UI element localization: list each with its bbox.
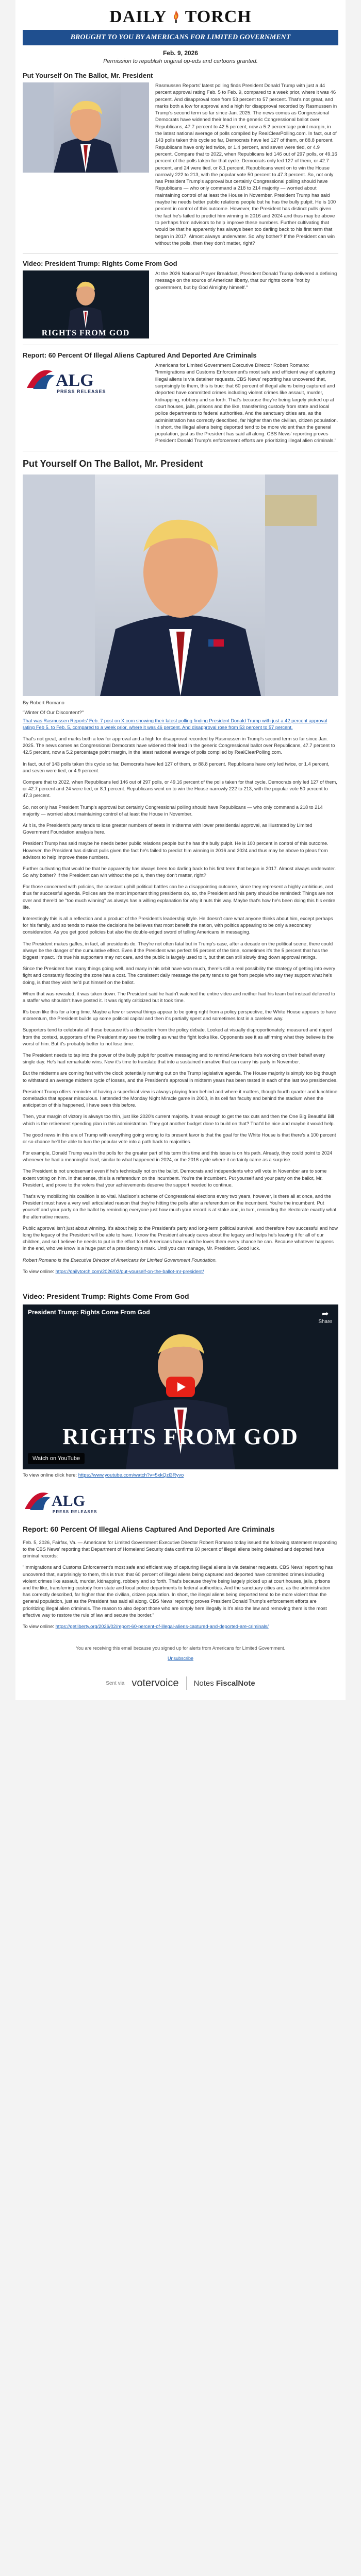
item-title-ballot[interactable]: Put Yourself On The Ballot, Mr. President <box>23 72 153 79</box>
report-view-online-link[interactable]: https://getliberty.org/2026/02/report-60-percent-of-illegal-aliens-captured-and-deported-are-criminals/ <box>55 1623 269 1629</box>
article-title[interactable]: Put Yourself On The Ballot, Mr. President <box>23 458 203 469</box>
youtube-player[interactable] <box>23 1304 338 1469</box>
video-thumbnail[interactable] <box>23 270 149 338</box>
article-paragraph: Further cultivating that would be that he apparently has always been too darling back to his first term that began in 2017. Almost always underwater. So why bother? If the President can win without the polls, then they don't matter, right? <box>23 866 336 878</box>
article-view-online-link[interactable]: https://dailytorch.com/2026/02/put-yourself-on-the-ballot-mr-president/ <box>55 1268 204 1274</box>
votervoice-logo[interactable] <box>132 1677 178 1689</box>
share-label: Share <box>318 1318 332 1325</box>
video-player-title[interactable]: President Trump: Rights Come From God <box>28 1308 150 1316</box>
hero-photo <box>23 474 338 696</box>
watch-on-youtube-button[interactable]: Watch on YouTube <box>28 1453 85 1464</box>
logo-right: TORCH <box>185 7 252 26</box>
report-paragraph: Feb. 5, 2026, Fairfax, Va. — Americans for Limited Government Executive Director Robert Romano today issued the following statement responding to the CBS News' reporting that Department of Homeland Security data confirms 60 percent of illegal aliens being detained and deported have criminal records: <box>23 1539 337 1559</box>
article-paragraph: In fact, out of 143 polls taken this cycle so far, Democrats have led 127 of them, or 88.8 percent. Republicans have only led twice, or 1.4 percent, and seven were tied, or 4.9 percent. <box>23 761 330 773</box>
thumbnail-overlay-text: RIGHTS FROM GOD <box>41 329 130 338</box>
article-paragraph: That's why mobilizing his coalition is so vital. Madison's scheme of Congressional elections every two years, however, is there all at once, and the President must have a very well articulated reason that they're hitting the polls after a referendum on the incumbent. You're the incumbent. Put yourself and your party on the ballot by reminding everyone just how much your record is at stake and, in turn, reminding the electorate exactly what the alternative means. <box>23 1194 337 1219</box>
article-hero-image <box>23 474 338 696</box>
alg-press-releases-logo[interactable] <box>23 362 149 398</box>
article-link[interactable]: That was Rasmussen Reports' Feb. 7 post on X.com showing their latest polling finding President Donald Trump with just a 42 percent approval rating Feb 5. to Feb. 5, compared to a week prior, where it was 46 percent. And disapproval rose from 53 percent to 57 percent. <box>23 718 327 730</box>
share-icon: ➦ <box>321 1309 329 1318</box>
article-paragraph: The President is not unobservant even if he's technically not on the ballot. Democrats and independents who will vote in November are to some extent voting on him. In that sense, this is a referendum on the incumbent. You're the incumbent. Put yourself and your party on the ballot, Mr. President, and prove to the voters that your achievements deserve the support needed to continue. <box>23 1168 327 1188</box>
article-paragraph: Since the President has many things going well, and many in his orbit have won much, there's still a real possibility the strategy of getting into every fight and constantly flooding the zone has a cost. The consistent daily message the party tends to get from people who say they support what he's doing, is that they wish he'd put himself on the ballot. <box>23 966 335 985</box>
video-thumbnail-image <box>23 270 149 338</box>
report-paragraph: "Immigrations and Customs Enforcement's most safe and efficient way of capturing illegal aliens is via detainer requests. CBS News' reporting has uncovered that, surprisingly to them, this is true: that 60 percent of illegal aliens being captured and deported have committed crimes including violent crimes like assault, murder, kidnapping, robbery and so forth. That's because they're being largely picked up at court houses, jails, prisons and the like, transferring custody from state and local police departments to federal authorities. And the sanctuary cities are, as the administration has correctly described, far higher than the civilian, citizen population. In short, the illegal aliens being deported tend to be more violent than the general population, just as the President has said all along. CBS News' reporting proves President Donald Trump's enforcement efforts are prioritizing illegal alien criminals. The reason to also deport those who are simply here illegally is it's also the law and removing them is the most effective way to restore the rule of law and secure the border." <box>23 1565 333 1618</box>
play-button-icon[interactable] <box>166 1377 195 1397</box>
item-blurb-ballot: Rasmussen Reports' latest polling finds President Donald Trump with just a 44 percent approval rating Feb. 5 to Feb. 9, compared to a week prior, where it was 46 percent. And disapproval rose from 53 percent to 57 percent. That's not great, and marks both a low for approval and a high for disapproval recorded by Rasmussen in Trump's second term so far since Jan. 2025. The news comes as Congressional Democrats have widened their lead in the generic Congressional ballot over Republicans, 47.7 percent to 42.5 percent, now a 5.2 percentage point margin, in the latest national average of polls compiled by RealClearPolling.com. In fact, out of 143 polls taken this cycle so far, Democrats have led 127 of them, or 88.8 percent. Republicans have only led twice, or 1.4 percent, and seven were tied, or 4.9 percent. Compare that to 2022, when Republicans led 146 out of 297 polls, or 49.16 percent of the polls taken for that cycle. Democrats only led 127 of them, or 42.7 percent, and 24 were tied, or 8.1 percent. Republicans went on to win the House narrowly 222 to 213, with the popular vote 50 percent to 47.3 percent. So, not only has President Trump's approval but certainly Congressional polling should have Republicans — who only command a 218 to 214 majority — worried about maintaining control of at least the House in November. President Trump has said maybe he needs better public relations people but he has the bully pulpit. He is 100 percent in control of this outcome. However, the President has distinct pulls given the fact he's failed to predict him winning in 2016 and 2024 and thus may be above to perhaps from advisors to help improve these numbers. Further cultivating that would be that he apparently has always been too darling back to his first term that began in 2017. Almost always underwater. So why bother? If the President can win without the polls, then they don't matter, right? <box>155 83 337 246</box>
torch-flame-icon <box>171 10 180 23</box>
alg-press-releases-logo-large <box>23 1486 126 1517</box>
article-view-online <box>23 1268 338 1275</box>
email-body <box>15 0 346 1700</box>
tagline-banner: BROUGHT TO YOU BY AMERICANS FOR LIMITED GOVERNMENT <box>23 30 338 45</box>
notes-part-b: FiscalNote <box>216 1679 255 1688</box>
article-paragraph: When that was revealed, it was taken down. The President said he hadn't watched the entire video and neither had his team but instead deferred to a staffer who shouldn't have posted it. It was rightly criticized but it took time. <box>23 991 335 1003</box>
article-paragraph: At it is, the President's party tends to lose greater numbers of seats in midterms with lower presidential approval, as illustrated by Limited Government Foundation analysis here. <box>23 822 313 835</box>
article-paragraph: For those concerned with policies, the constant uphill political battles can be a disappointing outcome, since they represent a highly ambitious, and thus far successful agenda. Polices are the most important thing presidents do, so, the President and his party should be reminded: Things are not over and there'd be "too much winning" as always has a willing explanation for why it nuts this way. Maybe that's how he's been doing this his entire life. <box>23 884 336 910</box>
article-paragraph: But the midterms are coming fast with the clock potentially running out on the Trump legislative agenda. The House majority is simply too big though to withstand an average midterm cycle of losses, and the President's approval in midterm years has been tested in each of the last two presidencies. <box>23 1071 338 1083</box>
item-blurb-video: At the 2026 National Prayer Breakfast, President Donald Trump delivered a defining message on the source of American liberty, that our rights come "not by government, but by God Almighty himself." <box>155 271 337 291</box>
article-paragraph: President Trump offers reminder of having a superficial view is always playing from behind and where it matters, though fourth quarter and lunchtime comebacks that appear miraculous. I attended the Monday Night Miracle game in 2000, in its cell fan faculty and behind the stadium when the anticipation of this happened, I have seen this before. <box>23 1089 338 1108</box>
alg-logo-text: ALG <box>56 371 94 391</box>
sent-via-label: Sent via <box>106 1680 125 1686</box>
item-blurb-report: Americans for Limited Government Executive Director Robert Romano: "Immigrations and Customs Enforcement's most safe and efficient way of capturing illegal aliens is via detainer requests. CBS News' reporting has uncovered that, surprisingly to them, this is true: that 60 percent of illegal aliens being captured and deported have committed crimes including violent crimes like assault, murder, kidnapping, robbery and so forth. That's because they're being largely picked up at court houses, jails, prisons and the like, transferring custody from state and local police departments to federal authorities. And the sanctuary cities are, as the administration has correctly described, far higher than the civilian, citizen population. In short, the illegal aliens being deported tend to be more violent than the general population, just as the President has said all along. CBS News' reporting proves President Donald Trump's enforcement efforts are prioritizing illegal alien criminals." <box>155 363 338 444</box>
brand-part-b: voice <box>154 1677 179 1689</box>
video-overlay-text: RIGHTS FROM GOD <box>62 1423 299 1449</box>
item-row-video <box>15 270 346 338</box>
byline: By Robert Romano <box>23 700 64 706</box>
alg-logo-graphic <box>23 362 149 398</box>
notes-part-a: Notes <box>193 1679 216 1688</box>
view-online-label: To view online: <box>23 1268 56 1274</box>
report-body <box>15 1537 346 1637</box>
fiscalnote-logo[interactable] <box>194 1679 255 1688</box>
video-caption-label: To view online click here: <box>23 1472 78 1478</box>
video-caption <box>15 1469 346 1478</box>
article-paragraph: It's been like this for a long time. Maybe a few or several things appear to be going right from a policy perspective, the White House appears to have momentum, the President builds up some political capital and then it's partially spent and sometimes lost in a careless way. <box>23 1009 336 1022</box>
report-view-online <box>23 1623 338 1630</box>
article-paragraph: The President makes gaffes, in fact, all presidents do. They're not often fatal but in Trump's case, after a decade on the political scene, there could always be the danger of the cumulative effect. Even if the President was perfect 95 percent of the time, sometimes it's the 5 percent that has the biggest impact. It's true his supporters may not care, and the public is largely used to it, but that can still slowly drag down approval ratings. <box>23 941 333 960</box>
article-paragraph <box>23 718 338 731</box>
article-subhead: "Winter Of Our Discontent?" <box>23 709 84 716</box>
voter-voice-footer[interactable] <box>15 1668 346 1700</box>
article-paragraph: The President needs to tap into the power of the bully pulpit for positive messaging and to remind Americans he's working on their behalf every single day. He's had remarkable wins. Now it's time to translate that into a sustained narrative that can carry his party in November. <box>23 1053 325 1065</box>
share-button[interactable] <box>318 1309 332 1325</box>
unsubscribe-row <box>15 1654 346 1668</box>
daily-torch-logo[interactable] <box>15 7 346 27</box>
article-paragraph: Compare that to 2022, when Republicans led 146 out of 297 polls, or 49.16 percent of the polls taken for that cycle. Democrats only led 127 of them, or 42.7 percent and 24 were tied, or 8.1 percent. Republicans went on to win the House narrowly 222 to 213, with the popular vote 50 percent to 47.3 percent. <box>23 779 337 799</box>
item-row-report <box>15 362 346 445</box>
trump-photo-thumbnail[interactable] <box>23 82 149 173</box>
footer-divider <box>186 1676 187 1690</box>
item-title-video[interactable]: Video: President Trump: Rights Come From God <box>23 260 177 268</box>
video-section-title[interactable]: Video: President Trump: Rights Come From God <box>23 1292 189 1300</box>
brand-part-a: voter <box>132 1677 155 1689</box>
article-paragraph: Supporters tend to celebrate all these because it's a distraction from the policy debate. Looked at visually disproportionately, measured and ripped from the context, supporters of the President may see the trolling as what the fight looks like. Opponents see it as affirming what they believe is the worst of him. But it's probably better to not lose time. <box>23 1027 334 1046</box>
article-body <box>15 716 346 1282</box>
article-paragraph: Public approval isn't just about winning. It's about help to the President's party and long-term political survival, and therefore how successful and how long the legacy of the President will be able to have. I know the President already cares about the legacy and helps he's leaving it for all of our children, and so I believe he needs to put in the effort to tell Americans how much he loves them every chance he can. Because whatever happens in the end, who we know is a huge part of a presidency's mark. Until you can manage, Mr. President. Good luck. <box>23 1225 338 1251</box>
video-caption-link[interactable]: https://www.youtube.com/watch?v=5xkQzl3Ryvo <box>78 1472 184 1478</box>
article-paragraph: For example, Donald Trump was in the polls for the greater part of his term this time and this issue is on his path. Already, they could point to 2024 whenever he had a meaningful lead, similar to what happened in 2024, or the 2016 cycle where it certainly came as a surprise. <box>23 1150 333 1163</box>
article-paragraph: Then, your margin of victory is always too thin, just like 2020's current majority. It was enough to get the tax cuts and then the One Big Beautiful Bill which is the retirement spending plan in this administration. They got another budget done to build on that? That'd be nice and maybe it would help. <box>23 1114 335 1126</box>
item-row-ballot <box>15 82 346 247</box>
logo-left: DAILY <box>109 7 167 26</box>
alg-logo-subtext: PRESS RELEASES <box>57 389 106 395</box>
report-logo-block <box>15 1478 346 1523</box>
footer-note: You are receiving this email because you signed up for alerts from Americans for Limited Government. <box>75 1646 286 1651</box>
article-paragraph: Interestingly this is all a reflection and a product of the President's leadership style. He doesn't care what anyone thinks about him, except perhaps for his family, and so tends to make the decisions he believes that most benefit the nation, with politics appearing to be only a secondary consideration. As you get good policies but also the double-edged sword of telling Americans in messaging. <box>23 916 333 935</box>
report-title[interactable]: Report: 60 Percent Of Illegal Aliens Captured And Deported Are Criminals <box>23 1524 275 1533</box>
view-online-label: To view online: <box>23 1623 56 1629</box>
alg-logo-large-text: ALG <box>52 1492 86 1510</box>
item-title-report[interactable]: Report: 60 Percent Of Illegal Aliens Captured And Deported Are Criminals <box>23 351 257 360</box>
article-paragraph: President Trump has said maybe he needs better public relations people but he has the bully pulpit. He is 100 percent in control of this outcome. However, the President has distinct pulls given the fact he's failed to predict him winning in 2016 and 2024 and thus may be above to pleas from advisors to help improve these numbers. <box>23 841 329 860</box>
unsubscribe-link[interactable]: Unsubscribe <box>167 1656 194 1662</box>
article-paragraph: The good news in this era of Trump with everything going wrong to its present favor is that the goal for the White House is that there's a 100 percent or so chance he'll be able to turn the popular vote into a path back to majorities. <box>23 1132 336 1144</box>
permission-note: Permission to republish original op-eds and cartoons granted. <box>103 58 258 64</box>
masthead <box>15 0 346 29</box>
alg-logo-large-subtext: PRESS RELEASES <box>53 1509 97 1514</box>
article-author-bio: Robert Romano is the Executive Director of Americans for Limited Government Foundation. <box>23 1257 217 1263</box>
issue-date: Feb. 9, 2026 <box>162 49 199 57</box>
article-paragraph: That's not great, and marks both a low for approval and a high for disapproval recorded by Rasmussen in Trump's second term so far since Jan. 2025. The news comes as Congressional Democrats have widened their lead in the generic Congressional ballot over Republicans, 47.7 percent to 42.5 percent, now a 5.2 percentage point margin, in the latest national average of polls compiled by RealClearPolling.com. <box>23 736 335 755</box>
trump-photo-image <box>23 82 149 173</box>
article-paragraph: So, not only has President Trump's approval but certainly Congressional polling should have Republicans — who only command a 218 to 214 majority — worried about maintaining control of at least the House in November. <box>23 804 323 817</box>
